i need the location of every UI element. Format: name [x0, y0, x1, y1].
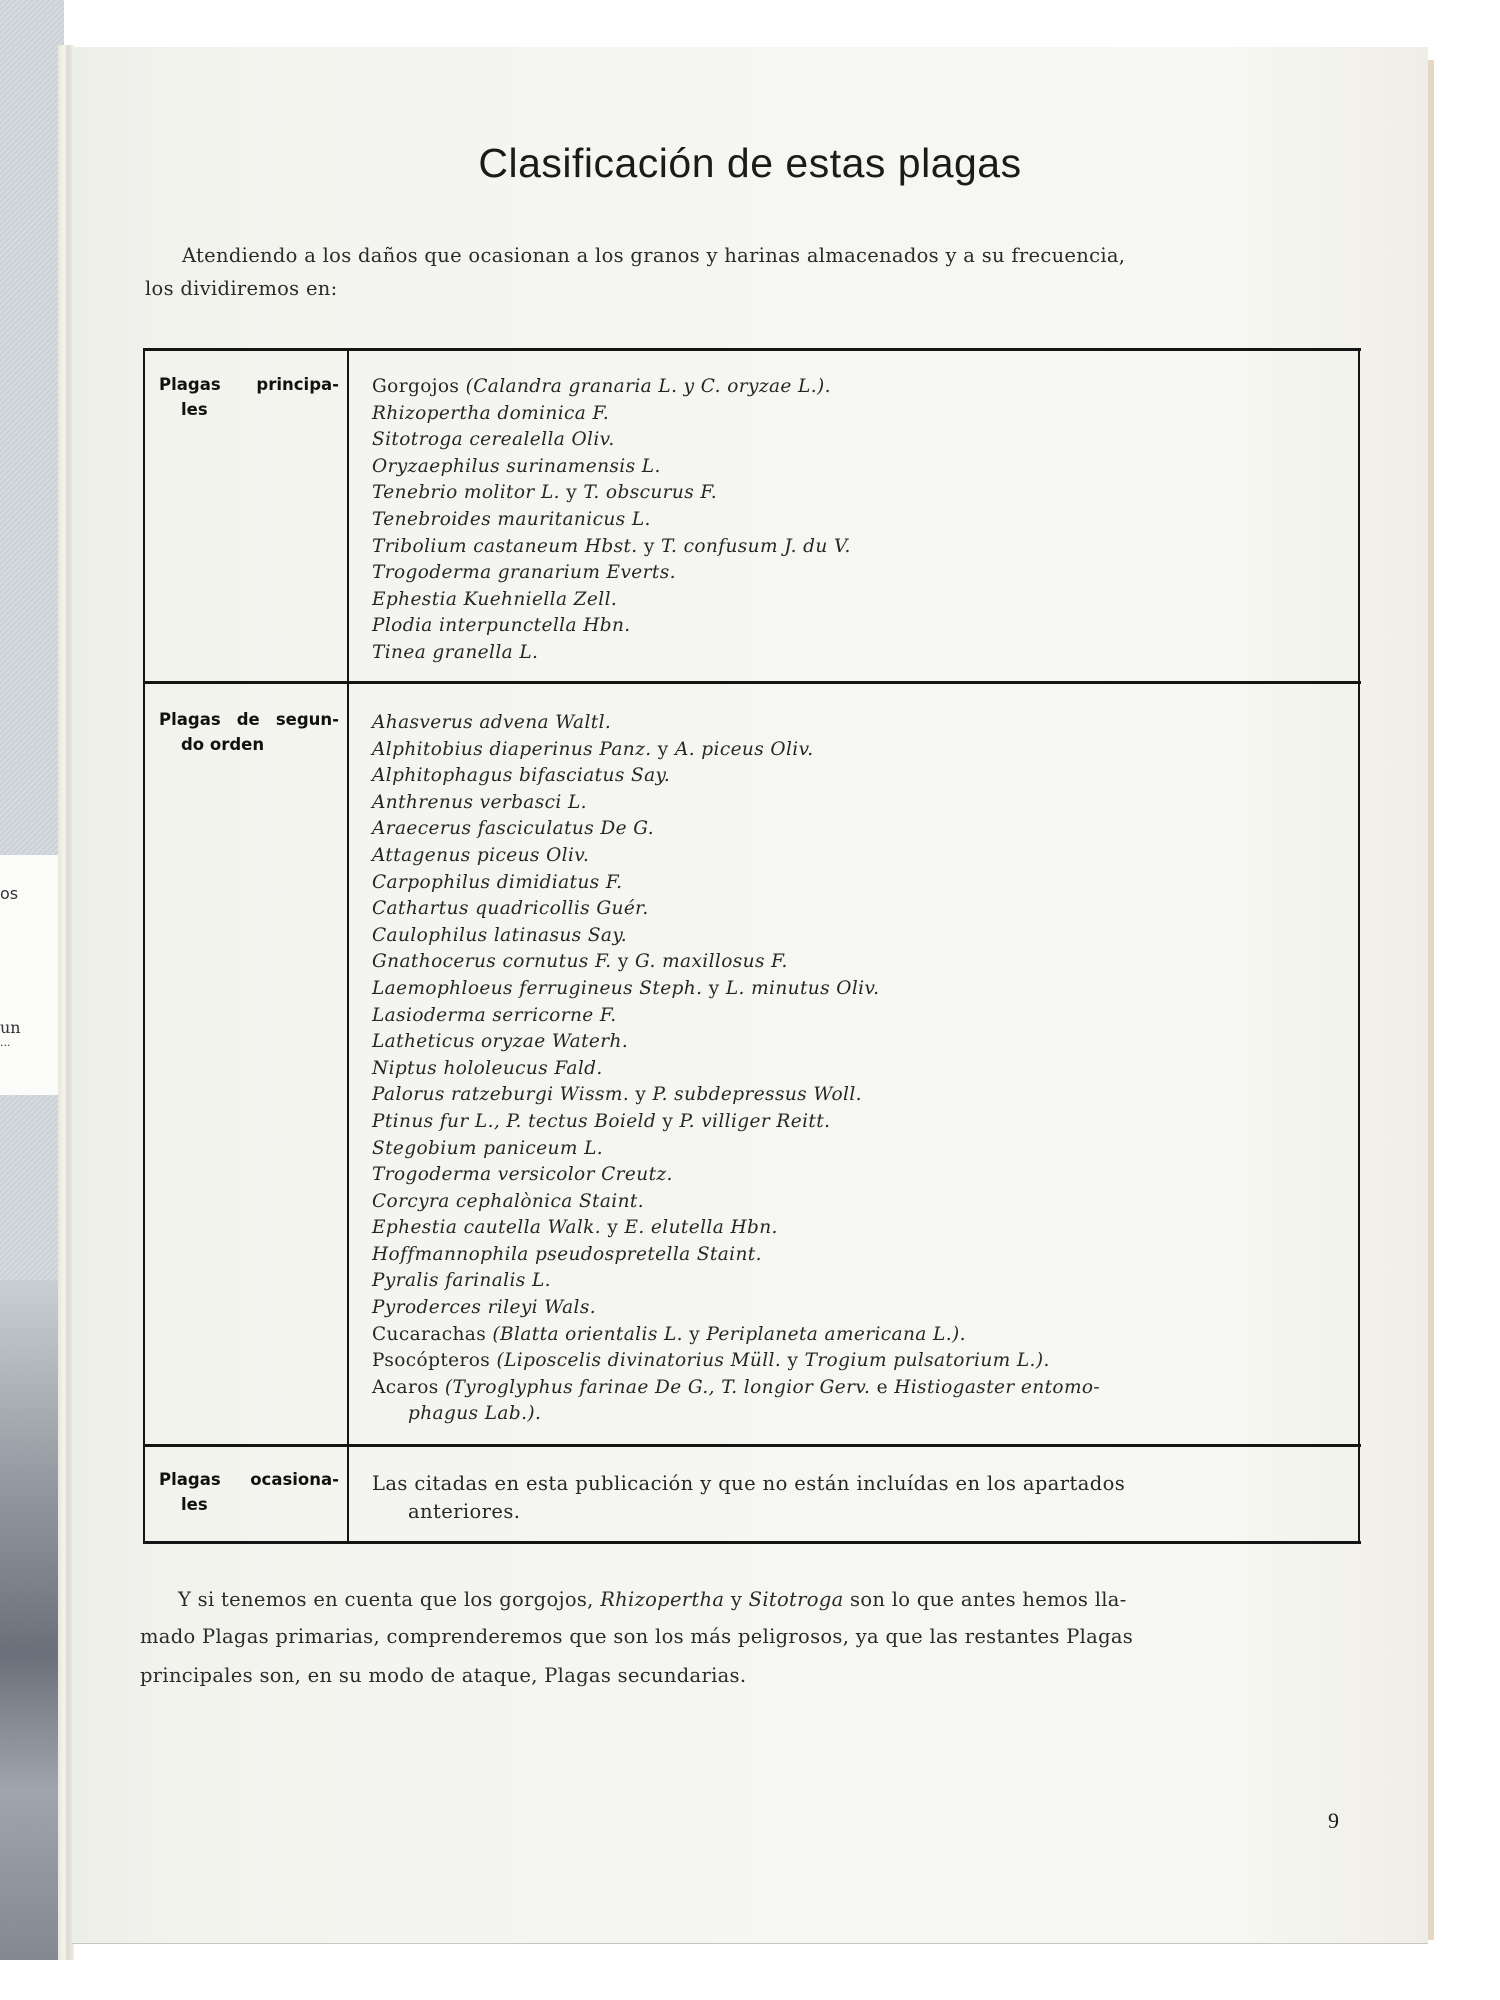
italic-text: Stegobium paniceum L.: [372, 1137, 604, 1159]
text: y: [607, 1217, 625, 1239]
list-item: [372, 1268, 1100, 1295]
italic-text: Alphitobius diaperinus Panz.: [372, 738, 658, 760]
intro-line-2: los dividiremos en:: [145, 277, 338, 300]
closing-term-sitotroga: Sitotroga: [748, 1588, 844, 1611]
text: y: [662, 1110, 680, 1132]
row-label-plagas-segundo-orden: Plagas de segun- do orden: [159, 710, 339, 754]
list-item: [372, 816, 1100, 843]
closing-line-1: Y si tenemos en cuenta que los gorgojos, Rhizopertha y Sitotroga son lo que antes hemos lla-: [178, 1588, 1127, 1611]
list-item: [372, 613, 851, 640]
italic-text: A. piceus Oliv.: [674, 738, 814, 760]
list-item: [372, 401, 851, 428]
occasional-pests-text: [372, 1470, 1357, 1526]
list-item: [372, 737, 1100, 764]
italic-text: Sitotroga cerealella Oliv.: [372, 429, 615, 451]
list-item: [372, 763, 1100, 790]
list-item: [372, 1215, 1100, 1242]
italic-text: Trogoderma versicolor Creutz.: [372, 1164, 673, 1186]
text: y: [566, 482, 584, 504]
list-item: [372, 949, 1100, 976]
list-item: [372, 1242, 1100, 1269]
table-right-border: [1358, 348, 1360, 1543]
text: Psocópteros: [372, 1350, 497, 1372]
table-row-divider: [143, 681, 1361, 684]
text: y: [708, 977, 726, 999]
left-page-fragment: ...: [0, 1036, 11, 1049]
list-item: [372, 1322, 1100, 1349]
italic-text: Plodia interpunctella Hbn.: [372, 615, 631, 637]
italic-text: Carpophilus dimidiatus F.: [372, 871, 623, 893]
species-list-principales: [372, 374, 851, 667]
list-item: [372, 480, 851, 507]
italic-text: Alphitophagus bifasciatus Say.: [372, 765, 671, 787]
italic-text: Tribolium castaneum Hbst.: [372, 535, 644, 557]
italic-text: Pyroderces rileyi Wals.: [372, 1297, 597, 1319]
italic-text: Ahasverus advena Waltl.: [372, 712, 612, 733]
italic-text: Ptinus fur L., P. tectus Boield: [372, 1110, 663, 1132]
text: y: [689, 1323, 707, 1345]
italic-text: Rhizopertha dominica F.: [372, 402, 610, 424]
list-item: [372, 1056, 1100, 1083]
italic-text: P. subdepressus Woll.: [652, 1084, 862, 1106]
table-left-border: [143, 348, 145, 1543]
italic-text: Corcyra cephalònica Staint.: [372, 1190, 645, 1212]
italic-text: Niptus hololeucus Fald.: [372, 1057, 603, 1079]
text: Cucarachas: [372, 1323, 493, 1345]
list-item: [372, 1003, 1100, 1030]
list-item: [372, 1295, 1100, 1322]
page-edge: [1428, 60, 1434, 1940]
list-item: [372, 1109, 1100, 1136]
text: Acaros: [372, 1376, 445, 1398]
italic-text: Gnathocerus cornutus F.: [372, 951, 618, 973]
italic-text: Trogium pulsatorium L.).: [804, 1350, 1050, 1372]
list-item: [372, 1189, 1100, 1216]
italic-text: T. confusum J. du V.: [661, 535, 851, 557]
list-item: [372, 1348, 1100, 1375]
italic-text: Attagenus piceus Oliv.: [372, 844, 590, 866]
italic-text: Cathartus quadricollis Guér.: [372, 898, 649, 920]
table-top-rule: [143, 348, 1361, 351]
list-item: [372, 640, 851, 667]
row-label-plagas-principales: Plagas principa- les: [159, 375, 339, 419]
list-item: [372, 976, 1100, 1003]
left-page-photo: [0, 1280, 60, 1960]
list-item: [372, 790, 1100, 817]
text: e: [876, 1376, 895, 1398]
italic-text: Tenebroides mauritanicus L.: [372, 508, 651, 530]
closing-term-rhizopertha: Rhizopertha: [600, 1588, 725, 1611]
list-item-continuation: [372, 1498, 1357, 1526]
list-item: [372, 710, 1100, 737]
italic-text: Ephestia Kuehniella Zell.: [372, 588, 618, 610]
italic-text: Histiogaster entomo-: [894, 1376, 1101, 1398]
text: y: [635, 1084, 653, 1106]
text: Gorgojos: [372, 376, 466, 397]
intro-line-1: Atendiendo a los daños que ocasionan a los granos y harinas almacenados y a su frecuencia,: [182, 244, 1126, 267]
italic-text: E. elutella Hbn.: [624, 1217, 778, 1239]
list-item: [372, 587, 851, 614]
list-item: [372, 374, 851, 401]
left-page-fragment: un: [0, 1018, 21, 1037]
list-item: [372, 507, 851, 534]
table-bottom-rule: [143, 1541, 1361, 1544]
text: anteriores.: [408, 1500, 521, 1523]
italic-text: Oryzaephilus surinamensis L.: [372, 455, 661, 477]
species-list-segundo-orden: [372, 710, 1100, 1428]
italic-text: Caulophilus latinasus Say.: [372, 924, 628, 946]
italic-text: L. minutus Oliv.: [725, 977, 880, 999]
list-item-continuation: [372, 1401, 1100, 1428]
italic-text: Anthrenus verbasci L.: [372, 791, 587, 813]
text: y: [657, 738, 675, 760]
italic-text: P. villiger Reitt.: [679, 1110, 831, 1132]
closing-line-3: principales son, en su modo de ataque, Plagas secundarias.: [140, 1664, 747, 1687]
closing-line-2: mado Plagas primarias, comprenderemos que son los más peligrosos, ya que las restantes Plagas: [140, 1625, 1134, 1648]
text: y: [643, 535, 662, 557]
list-item: [372, 534, 851, 561]
text: y: [617, 951, 636, 973]
italic-text: T. obscurus F.: [583, 482, 718, 504]
italic-text: Periplaneta americana L.).: [706, 1323, 966, 1345]
list-item: [372, 1470, 1357, 1498]
italic-text: Ephestia cautella Walk.: [372, 1217, 608, 1239]
text: Las citadas en esta publicación y que no están incluídas en los apartados: [372, 1472, 1126, 1495]
list-item: [372, 1375, 1100, 1402]
list-item: [372, 1136, 1100, 1163]
list-item: [372, 1029, 1100, 1056]
page-title: Clasificación de estas plagas: [478, 140, 1022, 186]
list-item: [372, 1082, 1100, 1109]
list-item: [372, 454, 851, 481]
list-item: [372, 870, 1100, 897]
italic-text: (Tyroglyphus farinae De G., T. longior Gerv.: [444, 1376, 877, 1398]
italic-text: Pyralis farinalis L.: [372, 1270, 551, 1292]
page-number: 9: [1328, 1808, 1339, 1833]
italic-text: (Calandra granaria L. y C. oryzae L.).: [465, 376, 831, 397]
list-item: [372, 923, 1100, 950]
list-item: [372, 560, 851, 587]
italic-text: Tenebrio molitor L.: [372, 482, 567, 504]
table-row-divider: [143, 1444, 1361, 1447]
list-item: [372, 1162, 1100, 1189]
left-page-fragment: os: [0, 884, 19, 903]
table-column-divider: [347, 348, 349, 1543]
italic-text: Araecerus fasciculatus De G.: [372, 818, 655, 840]
italic-text: Latheticus oryzae Waterh.: [372, 1031, 629, 1053]
italic-text: (Liposcelis divinatorius Müll.: [496, 1350, 788, 1372]
text: y: [787, 1350, 805, 1372]
italic-text: (Blatta orientalis L.: [492, 1323, 690, 1345]
italic-text: Palorus ratzeburgi Wissm.: [372, 1084, 636, 1106]
italic-text: Laemophloeus ferrugineus Steph.: [372, 977, 709, 999]
row-label-plagas-ocasionales: Plagas ocasiona- les: [159, 1470, 339, 1514]
italic-text: phagus Lab.).: [408, 1403, 542, 1425]
list-item: [372, 896, 1100, 923]
italic-text: Trogoderma granarium Everts.: [372, 562, 676, 584]
italic-text: Tinea granella L.: [372, 641, 539, 663]
list-item: [372, 843, 1100, 870]
list-item: [372, 427, 851, 454]
italic-text: Hoffmannophila pseudospretella Staint.: [372, 1243, 762, 1265]
italic-text: G. maxillosus F.: [635, 951, 788, 973]
italic-text: Lasioderma serricorne F.: [372, 1004, 617, 1026]
